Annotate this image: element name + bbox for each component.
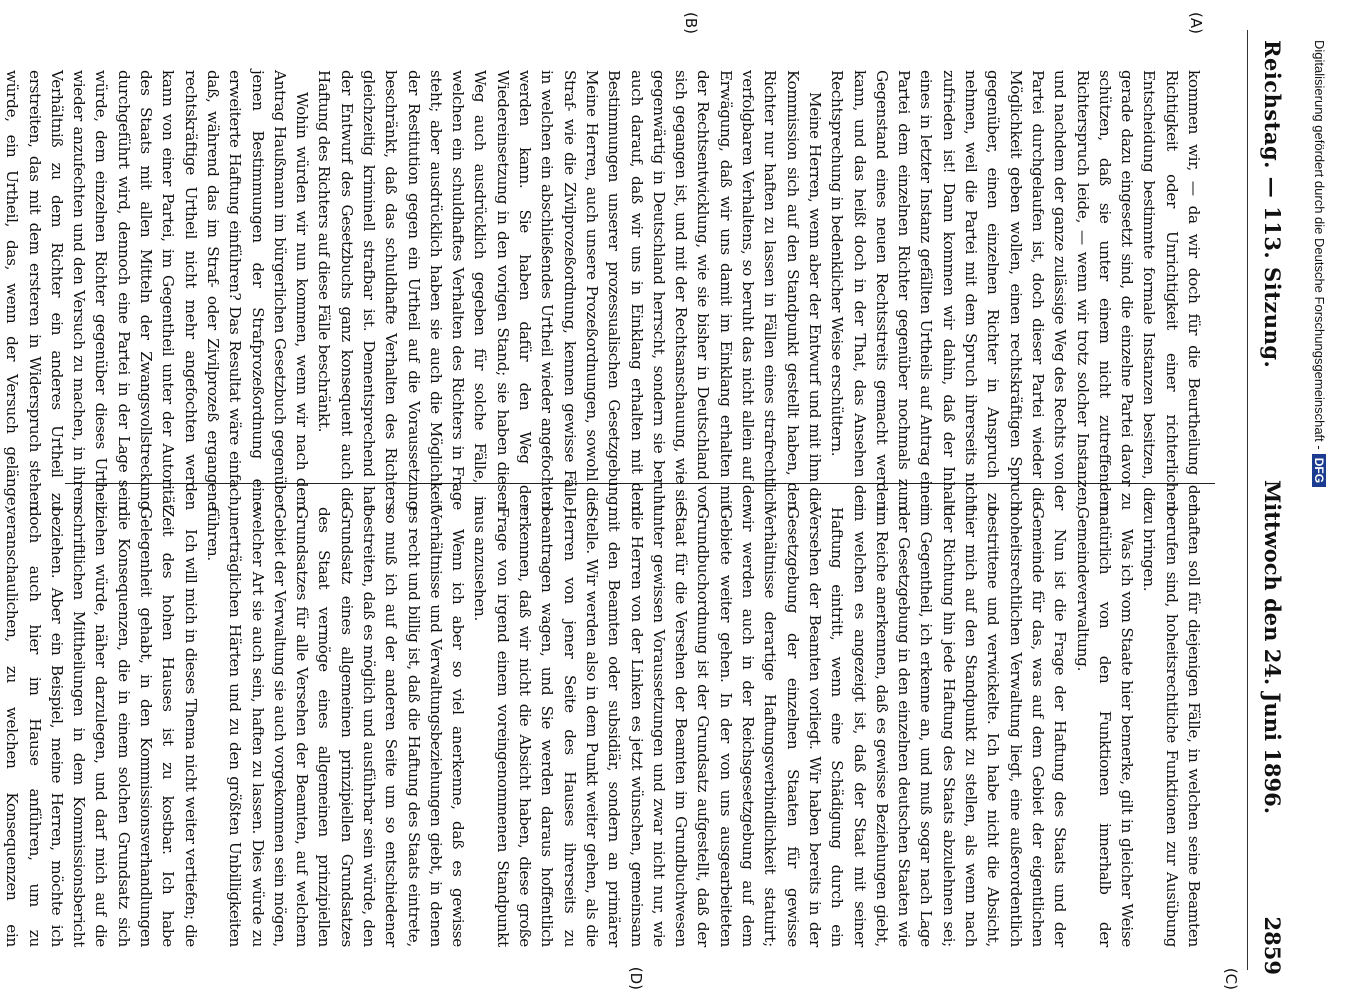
margin-mark-c: (C) xyxy=(1222,967,1240,990)
text-column-left xyxy=(0,70,1205,510)
digitization-credit xyxy=(1307,40,1327,960)
paragraph: Meine Herren, wenn aber der Entwurf und mit ihm die Kommission sich auf den Standpunkt gestellt haben, den Richter nur haften zu lassen in Fällen eines strafrechtlich verfolgbaren Verhaltens, so beruht das nicht allein auf der Erwägung, daß wir uns damit im Einklang erhalten mit der Rechtsentwicklung, wie sie bisher in Deutschland vor sich gegangen ist, und mit der Rechtsanschauung, wie sie gegenwärtig in Deutschland herrscht, sondern sie beruht auch darauf, daß wir uns in Einklang erhalten mit den Bestimmungen unserer prozessualischen Gesetzgebung. Meine Herren, auch unsere Prozeßordnungen, sowohl die Straf- wie die Zivilprozeßordnung, kennen gewisse Fälle, in welchen ein abschließendes Urtheil wieder angefochten werden kann. Sie haben dafür den Weg der Wiedereinsetzung in den vorigen Stand; sie haben diesen Weg auch ausdrücklich gegeben für solche Fälle, in welchen ein schuldhaftes Verhalten des Richters in Frage steht; aber ausdrücklich haben sie auch die Möglichkeit der Restitution gegen ein Urtheil auf die Voraussetzung beschränkt, daß das schuldhafte Verhalten des Richters gleichzeitig kriminell strafbar ist. Dementsprechend hat der Entwurf des Gesetzbuchs ganz konsequent auch die Haftung des Richters auf diese Fälle beschränkt. xyxy=(315,70,824,510)
margin-mark-b: (B) xyxy=(682,12,700,34)
paragraph: Wohin würden wir nun kommen, wenn wir nach dem Antrag Haußmann im bürgerlichen Gesetzbuch gegenüber jenen Bestimmungen der Strafprozeßordnung eine erweiterte Haftung einführen? Das Resultat wäre einfach, daß, während das im Straf- oder Zivilprozeß ergangene rechtskräftige Urtheil nicht mehr angefochten werden kann von einer Partei, im Gegentheil unter der Autorität des Staats mit allen Mitteln der Zwangsvollstreckung durchgeführt wird, dennoch eine Partei in der Lage sein würde, dem einzelnen Richter gegenüber dieses Urtheil wieder anzufechten und den Versuch zu machen, in ihrem Verhältniß zu dem Richter ein anderes Urtheil zu erstreiten, das mit dem ersteren in Widerspruch stehen würde, ein Urtheil, das, wenn der Versuch gelänge, xyxy=(3,70,312,510)
header-rule xyxy=(1247,30,1248,970)
dfg-logo: DFG xyxy=(1312,454,1326,487)
page-number: 2859 xyxy=(1260,916,1285,975)
paragraph: Nun ist die Frage der Haftung des Staats und der Gemeinde für das, was auf dem Gebiet der eigentlichen hoheitsrechtlichen Verwaltung liegt, eine außerordentlich bestrittene und verwickelte. Ich habe nicht die Absicht, hier mich auf den Standpunkt zu stellen, als wenn nach der Richtung hin jede Haftung des Staats abzulehnen sei; im Gegentheil, ich erkenne an, und muß sogar nach Lage der Gesetzgebung in den einzelnen deutschen Staaten wie im Reiche anerkennen, daß es gewisse Beziehungen giebt, in welchen es angezeigt ist, daß der Staat mit seiner Haftung eintritt, wenn eine Schädigung durch ein Versehen der Beamten vorliegt. Wir haben bereits in der Gesetzgebung der einzelnen Staaten für gewisse Verhältnisse derartige Haftungsverbindlichkeit statuirt; wir werden auch in der Reichsgesetzgebung auf dem Gebiete weiter gehen. In der von uns ausgearbeiteten Grundbuchordnung ist der Grundsatz aufgestellt, daß der Staat für die Versehen der Beamten im Grundbuchwesen unter gewissen Voraussetzungen und zwar nicht nur, wie die Herren von der Linken es jetzt wünschen, gemeinsam mit den Beamten oder subsidiär, sondern an primärer Stelle. Wir werden also in dem Punkt weiter gehen, als die Herren von jener Seite des Hauses ihrerseits zu beantragen wagen, und Sie werden daraus hoffentlich erkennen, daß wir nicht die Absicht haben, diese große Frage von irgend einem voreingenommenen Standpunkt aus anzusehen. xyxy=(471,507,1070,947)
credit-text: Digitalisierung gefördert durch die Deutsche Forschungsgemeinschaft - xyxy=(1312,40,1327,450)
header-session: Reichstag. — 113. Sitzung. xyxy=(1260,40,1285,369)
margin-mark-a: (A) xyxy=(1187,12,1205,34)
paragraph: haften soll für diejenigen Fälle, in welchen seine Beamten berufen sind, hoheitsrechtliche Funktionen zur Ausübung zu bringen. xyxy=(1140,507,1203,947)
page-header xyxy=(1260,10,1300,990)
paragraph: Was ich vom Staate hier bemerke, gilt in gleicher Weise natürlich von den Funktionen innerhalb der Gemeindeverwaltung. xyxy=(1073,507,1137,947)
text-column-right xyxy=(0,507,1205,947)
document-page xyxy=(0,10,1300,990)
paragraph: Ich will mich in dieses Thema nicht weiter vertiefen; die Zeit des hohen Hauses ist zu kostbar. Ich habe Gelegenheit gehabt, in den Kommissionsverhandlungen die Konsequenzen, die in einem solchen Grundsatz sich ziehen würde, näher darzulegen, und darf mich auf die schriftlichen Mittheilungen in dem Kommissionsbericht beziehen. Aber ein Beispiel, meine Herren, möchte ich doch auch hier im Hause anführen, um zu veranschaulichen, zu welchen Konsequenzen ein xyxy=(3,507,200,947)
header-date: Mittwoch den 24. Juni 1896. xyxy=(1260,480,1285,815)
margin-mark-d: (D) xyxy=(627,966,645,990)
paragraph: kommen wir, — da wir doch für die Beurtheilung der Richtigkeit oder Unrichtigkeit einer richterlichen Entscheidung bestimmte formale Instanzen besitzen, die gerade dazu eingesetzt sind, die einzelne Partei davor zu schützen, daß sie unter einem nicht zutreffenden Richterspruch leide, — wenn wir trotz solcher Instanzen, und nachdem der ganze zulässige Weg des Rechts von der Partei durchgelaufen ist, doch dieser Partei wieder die Möglichkeit geben wollen, einen rechtskräftigen Spruch gegenüber, einen einzelnen Richter in Anspruch zu nehmen, weil die Partei mit dem Spruch ihrerseits nicht zufrieden ist! Dann kommen wir dahin, daß der Inhalt eines in letzter Instanz gefällten Urtheils auf Antrag einer Partei dem einzelnen Richter gegenüber nochmals zum Gegenstand eines neuen Rechtsstreits gemacht werden kann, und das heißt doch in der That, das Ansehen der Rechtsprechung in bedenklicher Weise erschüttern. xyxy=(828,70,1203,510)
paragraph: Wenn ich aber so viel anerkenne, daß es gewisse Verhältnisse und Verwaltungsbeziehungen giebt, in denen es recht und billig ist, daß die Haftung des Staats eintrete, so muß ich auf der anderen Seite um so entschiedener bestreiten, daß es möglich und ausführbar sein würde, den Grundsatz eines allgemeinen prinzipiellen Grundsatzes des Staat vermöge eines allgemeinen prinzipiellen Grundsatzes für alle Versehen der Beamten, auf welchem Gebiet der Verwaltung sie auch vorgekommen sein mögen, welcher Art sie auch sein, haften zu lassen. Dies würde zu unerträglichen Härten und zu den größten Unbilligkeiten führen. xyxy=(203,507,468,947)
